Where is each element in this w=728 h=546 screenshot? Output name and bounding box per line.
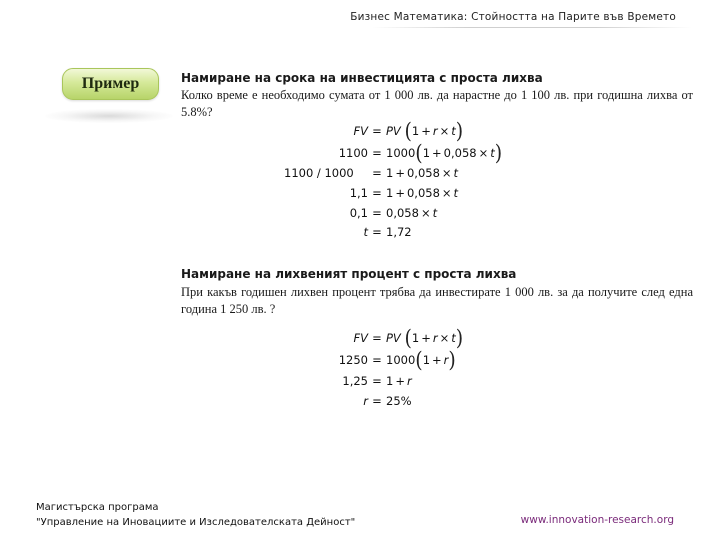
section2-title: Намиране на лихвеният процент с проста лихва <box>181 267 517 281</box>
s1-equation-2: 1100 = 1000 ( 1 + 0,058 × t ) <box>338 140 503 166</box>
header-divider <box>372 27 692 28</box>
s1-equation-5: 0,1 = 0,058 × t <box>349 206 438 220</box>
footer-program <box>36 500 355 530</box>
example-badge-label: Пример <box>81 75 140 92</box>
s1-equation-1: FV = PV ( 1 + r × t ) <box>353 118 464 144</box>
s2-equation-4: r = 25% <box>363 394 412 408</box>
footer-url-link[interactable]: www.innovation-research.org <box>520 514 674 526</box>
s1-equation-3: 1100 / 1000 = 1 + 0,058 × t <box>284 166 459 180</box>
s2-equation-3: 1,25 = 1 + r <box>342 374 412 388</box>
s1-equation-4: 1,1 = 1 + 0,058 × t <box>349 186 459 200</box>
badge-shadow <box>45 109 173 123</box>
footer-program-line2: "Управление на Иновациите и Изследователската Дейност" <box>36 517 356 528</box>
s2-equation-1: FV = PV ( 1 + r × t ) <box>353 325 464 351</box>
s2-equation-2: 1250 = 1000 ( 1 + r ) <box>338 347 456 373</box>
section1-text: Колко време е необходимо сумата от 1 000 лв. да нарастне до 1 100 лв. при годишна лихва от 5.8%? <box>181 88 693 119</box>
section1-title: Намиране на срока на инвестицията с проста лихва <box>181 71 543 85</box>
example-badge <box>62 68 159 100</box>
header-title: Бизнес Математика: Стойността на Парите във Времето <box>350 11 676 23</box>
footer-program-line1: Магистърска програма <box>36 502 159 513</box>
s1-equation-6: t = 1,72 <box>363 225 412 239</box>
section2-text: При какъв годишен лихвен процент трябва да инвестирате 1 000 лв. за да получите след една година 1 250 лв. ? <box>181 285 693 316</box>
